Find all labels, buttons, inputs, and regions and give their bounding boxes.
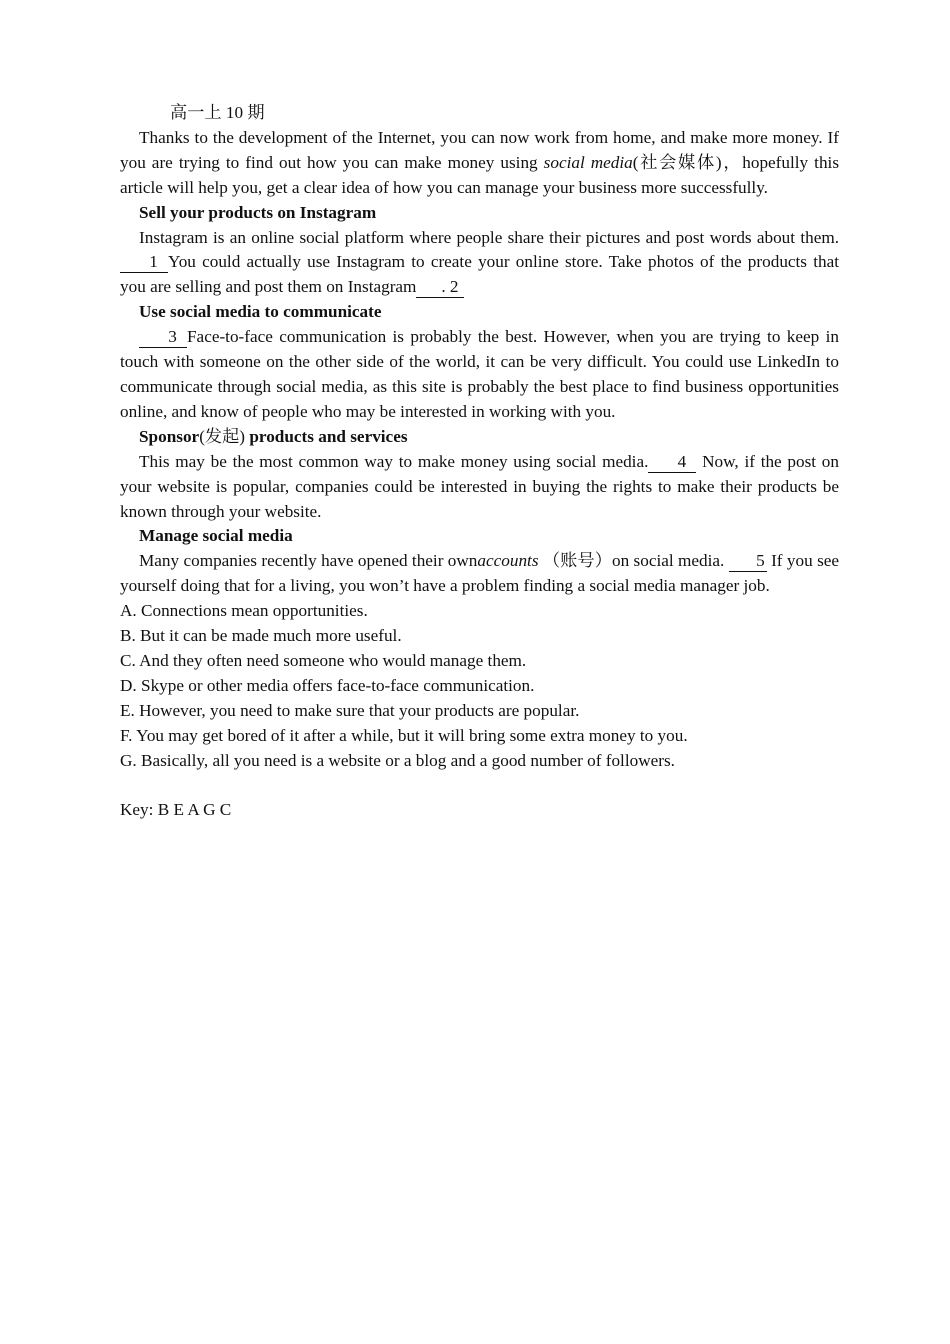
s3-text-before: This may be the most common way to make money using social media. [139,451,649,471]
s3-text-after: Now, if the post on your website is popular, companies could be interested in buying the rights to make their products be known through your website. [120,451,839,521]
section-paragraph-communicate [120,325,839,425]
section-paragraph-sponsor [120,450,839,525]
answer-key: Key: B E A G C [120,800,232,820]
blank-3: 3 [139,327,187,348]
intro-text-2: (社会媒体)，hopefully this article will help you, get a clear idea of how you can manage your business more successfully. [120,152,840,197]
s4-text-mid: （账号）on social media. [538,551,729,571]
section-heading-sponsor [120,425,839,450]
options-list [120,599,839,773]
s4-term: accounts [477,551,539,571]
document-page [120,101,839,823]
intro-term: social media [543,152,633,172]
option-d: D. Skype or other media offers face-to-face communication. [120,675,535,695]
s2-text-after: Face-to-face communication is probably the best. However, when you are trying to keep in touch with someone on the other side of the world, it can be very difficult. You could use LinkedIn to communicate through social media, as this site is probably the best place to find business opportunities online, and know of people who may be interested in working with you. [120,327,839,421]
section-paragraph-manage [120,549,839,599]
blank-5: 5 [729,551,767,572]
blank-4: 4 [648,452,696,473]
intro-text-1: Thanks to the development of the Internet, you can now work from home, and make more money. If you are trying to find out how you can make money using [120,127,839,172]
section-heading-instagram: Sell your products on Instagram [139,202,377,222]
section-paragraph-instagram [120,226,839,301]
s3-heading-a: Sponsor [139,426,200,446]
option-a: A. Connections mean opportunities. [120,601,368,621]
blank-2: . 2 [416,277,464,298]
section-heading-manage: Manage social media [139,526,293,546]
s1-text-after: You could actually use Instagram to create your online store. Take photos of the products that you are selling and post them on Instagram [120,252,839,297]
s1-text-before: Instagram is an online social platform where people share their pictures and post words about them. [139,227,839,247]
option-e: E. However, you need to make sure that your products are popular. [120,700,580,720]
section-heading-communicate: Use social media to communicate [139,302,382,322]
s3-heading-c: products and services [245,426,408,446]
s4-text-after: If you see yourself doing that for a living, you won’t have a problem finding a social media manager job. [120,551,840,596]
option-b: B. But it can be made much more useful. [120,626,402,646]
s3-heading-b: (发起) [199,426,246,446]
option-g: G. Basically, all you need is a website or a blog and a good number of followers. [120,750,675,770]
document-title: 高一上 10 期 [170,103,265,122]
option-c: C. And they often need someone who would manage them. [120,650,527,670]
intro-paragraph [120,126,839,201]
blank-1: 1 [120,252,168,273]
option-f: F. You may get bored of it after a while, but it will bring some extra money to you. [120,725,688,745]
s4-text-before: Many companies recently have opened their own [139,551,478,571]
